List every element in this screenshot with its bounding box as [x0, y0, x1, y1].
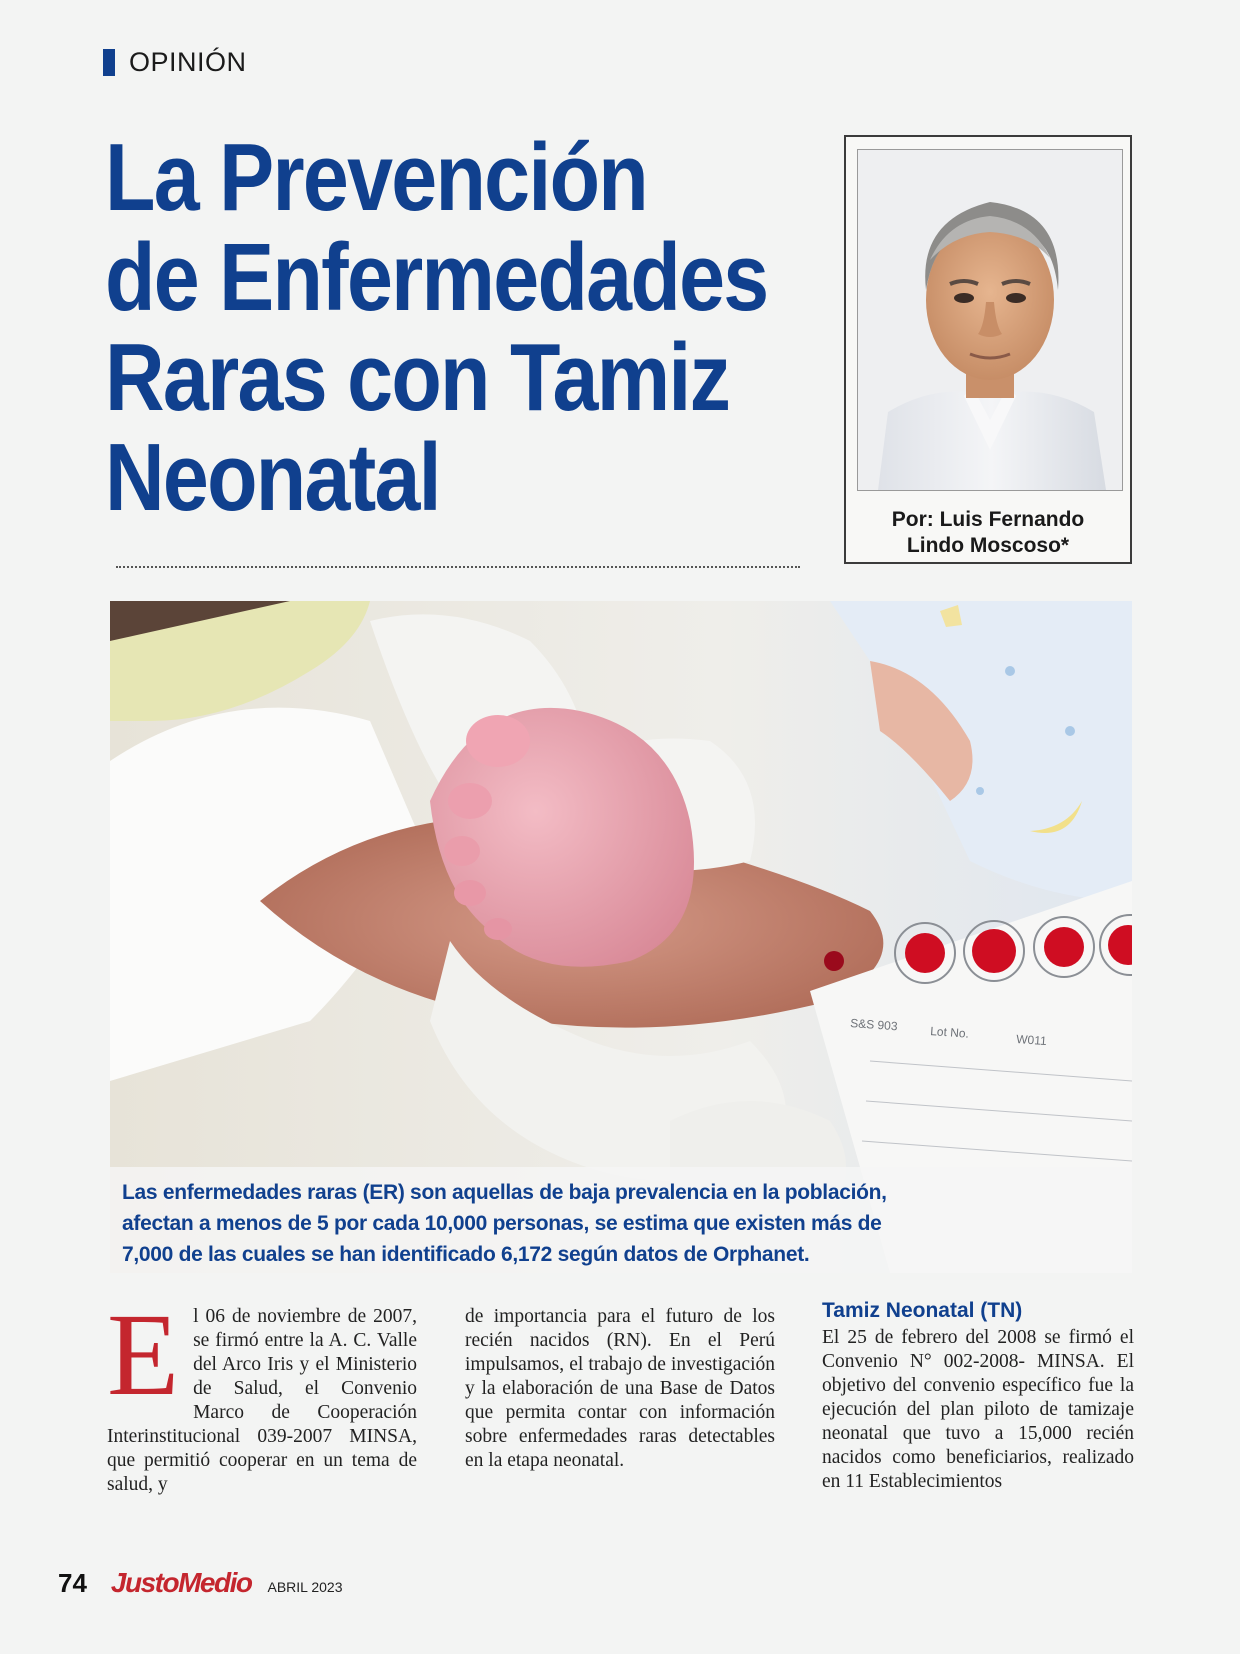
section-label: OPINIÓN [129, 46, 247, 77]
drop-cap: E [107, 1289, 180, 1420]
issue-date: ABRIL 2023 [267, 1579, 343, 1595]
body-column-2 [465, 1305, 775, 1473]
card-label-3: W011 [1015, 1032, 1048, 1049]
caption-line-1: Las enfermedades raras (ER) son aquellas de baja prevalencia en la población, [122, 1181, 887, 1204]
page-footer [58, 1567, 342, 1603]
body-column-2-text: de importancia para el futuro de los recién nacidos (RN). En el Perú impulsamos, el trabajo de investigación y la elaboración de una Base de Datos que permita contar con información sobre enfermedades raras detectables en la etapa neonatal. [465, 1306, 775, 1471]
magazine-logo [111, 1567, 252, 1599]
author-byline-line-1: Por: Luis Fernando [891, 508, 1085, 531]
headline-line-4: Neonatal [105, 424, 440, 531]
author-box [844, 135, 1132, 564]
section-tag [103, 47, 247, 77]
body-column-1-text: l 06 de noviembre de 2007, se firmó entre la A. C. Valle del Arco Iris y el Ministerio de Salud, el Convenio Marco de Cooperación Interinstitucional 039-2007 MINSA, que permitió cooperar en un tema de salud, y [107, 1306, 417, 1495]
caption-line-3: 7,000 de las cuales se han identificado 6,172 según datos de Orphanet. [122, 1243, 810, 1266]
headline-line-1: La Prevención [105, 124, 648, 231]
author-photo [857, 149, 1123, 491]
main-photo [110, 601, 1132, 1273]
logo-medio: Medio [178, 1567, 252, 1598]
logo-justo: Justo [110, 1567, 179, 1598]
card-label-2: Lot No. [929, 1024, 970, 1041]
card-label-1: S&S 903 [849, 1016, 899, 1034]
article-headline [105, 124, 768, 531]
caption-line-2: afectan a menos de 5 por cada 10,000 personas, se estima que existen más de [122, 1212, 882, 1235]
dotted-divider [116, 566, 800, 568]
body-column-1 [107, 1289, 417, 1497]
page-number: 74 [58, 1568, 87, 1598]
author-portrait-illustration [858, 150, 1122, 490]
photo-caption [110, 1167, 1132, 1273]
body-column-3-text: El 25 de febrero del 2008 se firmó el Convenio N° 002-2008- MINSA. El objetivo del convenio específico fue la ejecución del plan piloto de tamizaje neonatal que tuvo a 15,000 recién nacidos como beneficiarios, realizado en 11 Establecimientos [822, 1327, 1134, 1492]
body-column-3 [822, 1298, 1134, 1494]
author-byline [846, 507, 1130, 559]
headline-line-3: Raras con Tamiz [105, 324, 730, 431]
author-byline-line-2: Lindo Moscoso* [906, 534, 1070, 557]
headline-line-2: de Enfermedades [105, 224, 768, 331]
subheading: Tamiz Neonatal (TN) [822, 1299, 1023, 1322]
section-tag-bar [103, 49, 115, 76]
